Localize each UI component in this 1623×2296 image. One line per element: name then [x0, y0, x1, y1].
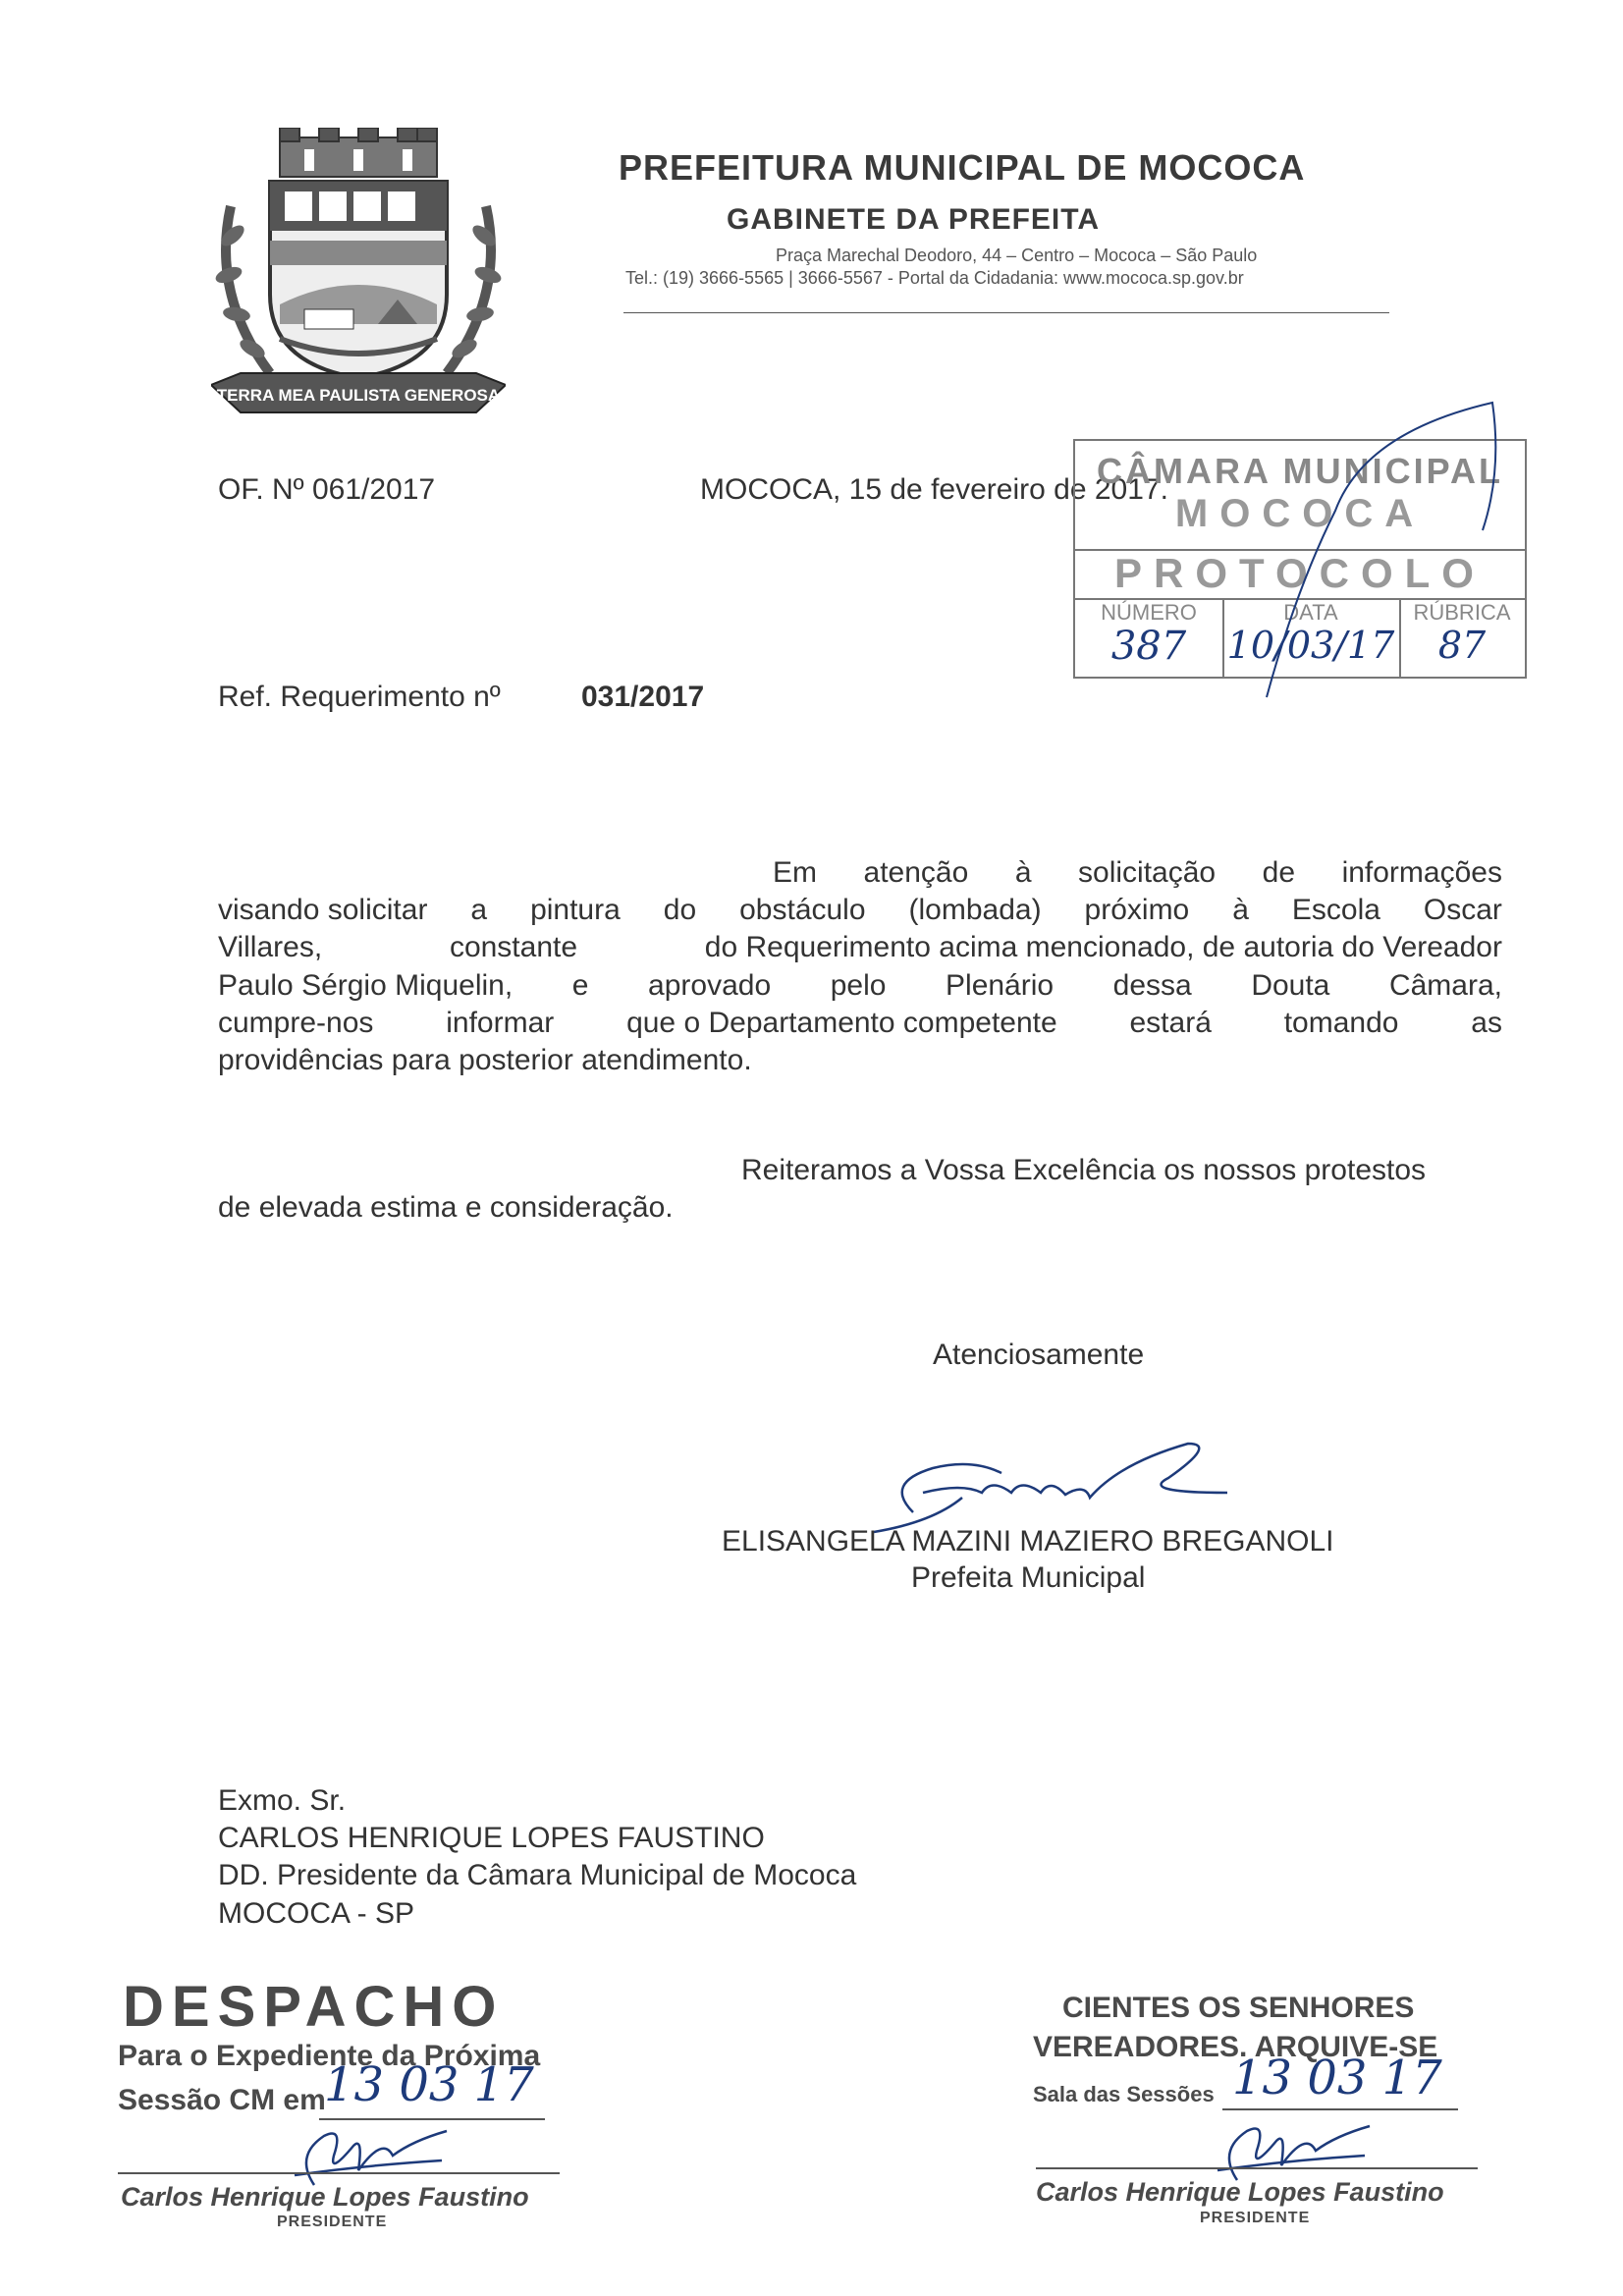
stamp-numero: 387: [1110, 624, 1187, 669]
cientes-signer-role: PRESIDENTE: [1200, 2210, 1311, 2226]
header-phone: Tel.: (19) 3666-5565 | 3666-5567 - Portal da Cidadania: www.mococa.sp.gov.br: [625, 268, 1244, 288]
cientes-sign-line: [1036, 2167, 1478, 2169]
paragraph-word: próximo: [1084, 894, 1190, 926]
paragraph-word: as: [1471, 1007, 1502, 1039]
paragraph-word: tomando: [1283, 1007, 1399, 1039]
paragraph-line: providências para posterior atendimento.: [218, 1044, 752, 1076]
cientes-signer-name: Carlos Henrique Lopes Faustino: [1036, 2177, 1444, 2207]
header-address: Praça Marechal Deodoro, 44 – Centro – Mococa – São Paulo: [776, 246, 1258, 265]
despacho-line1: Para o Expediente da Próxima: [118, 2040, 541, 2072]
paragraph-word: do: [663, 894, 697, 926]
paragraph-word: informações: [1341, 856, 1502, 889]
paragraph-word: aprovado: [648, 969, 772, 1002]
cientes-line2: VEREADORES. ARQUIVE-SE: [1033, 2031, 1438, 2063]
paragraph-word: constante: [449, 931, 578, 963]
paragraph-word: Câmara,: [1388, 969, 1502, 1002]
paragraph-word: Oscar: [1423, 894, 1502, 926]
paragraph-word: Douta: [1251, 969, 1330, 1002]
paragraph-word: pintura: [530, 894, 621, 926]
paragraph-word: cumpre-nos: [218, 1007, 374, 1039]
paragraph-word: à: [1014, 856, 1032, 889]
paragraph-word: solicitação: [1078, 856, 1217, 889]
ref-label: Ref. Requerimento nº: [218, 681, 501, 713]
page-title: PREFEITURA MUNICIPAL DE MOCOCA: [619, 147, 1306, 188]
despacho-signer-name: Carlos Henrique Lopes Faustino: [121, 2182, 529, 2212]
paragraph-line: Reiteramos a Vossa Excelência os nossos protestos: [741, 1154, 1427, 1186]
paragraph-word: estará: [1129, 1007, 1212, 1039]
paragraph-word: Plenário: [946, 969, 1055, 1002]
paragraph-word: dessa: [1112, 969, 1192, 1002]
paragraph-word: Escola: [1291, 894, 1380, 926]
paragraph-word: informar: [446, 1007, 555, 1039]
letter-place-date: MOCOCA, 15 de fevereiro de 2017.: [700, 473, 1168, 506]
paragraph-word: Em: [773, 856, 817, 889]
signer-name: ELISANGELA MAZINI MAZIERO BREGANOLI: [722, 1525, 1334, 1558]
despacho-signer-role: PRESIDENTE: [277, 2214, 388, 2230]
signer-role: Prefeita Municipal: [911, 1561, 1146, 1594]
letter-number: OF. Nº 061/2017: [218, 473, 436, 506]
paragraph-word: a: [470, 894, 488, 926]
stamp-line1: CÂMARA MUNICIPAL: [1097, 451, 1503, 491]
cientes-date: 13 03 17: [1232, 2050, 1442, 2105]
header-divider: [623, 312, 1389, 313]
page-subtitle: GABINETE DA PREFEITA: [727, 203, 1101, 236]
closing: Atenciosamente: [933, 1339, 1145, 1371]
paragraph-line: de elevada estima e consideração.: [218, 1191, 674, 1224]
recipient-name: CARLOS HENRIQUE LOPES FAUSTINO: [218, 1822, 765, 1854]
stamp-rubrica: 87: [1437, 624, 1487, 667]
recipient-title: DD. Presidente da Câmara Municipal de Mococa: [218, 1859, 857, 1891]
stamp-signature-scribble: [1257, 393, 1532, 707]
paragraph-word: visando solicitar: [218, 894, 428, 926]
recipient-city: MOCOCA - SP: [218, 1897, 415, 1930]
paragraph-word: obstáculo: [739, 894, 866, 926]
paragraph-word: e: [571, 969, 589, 1002]
despacho-date: 13 03 17: [324, 2057, 534, 2112]
despacho-title: DESPACHO: [123, 1975, 505, 2039]
paragraph-word: de: [1262, 856, 1296, 889]
paragraph-word: que o Departamento competente: [626, 1007, 1057, 1039]
paragraph-line: [218, 1007, 1502, 1040]
paragraph-line: [218, 894, 1502, 927]
stamp-line2: MOCOCA: [1174, 492, 1426, 535]
stamp-col-data: DATA: [1283, 600, 1338, 625]
cientes-date-line: [1222, 2108, 1458, 2110]
paragraph-line: [773, 856, 1502, 890]
paragraph-line: [218, 931, 1502, 964]
stamp-col-rubrica: RÚBRICA: [1413, 600, 1511, 625]
cientes-line3: Sala das Sessões: [1033, 2082, 1215, 2106]
stamp-data: 10/03/17: [1226, 624, 1395, 667]
paragraph-word: do Requerimento acima mencionado, de autoria do Vereador: [704, 931, 1502, 963]
despacho-line2: Sessão CM em: [118, 2084, 326, 2116]
municipal-crest-logo: [211, 128, 506, 422]
stamp-line3: PROTOCOLO: [1075, 549, 1525, 600]
cientes-line1: CIENTES OS SENHORES: [1062, 1992, 1415, 2024]
paragraph-word: à: [1232, 894, 1249, 926]
despacho-sign-line: [118, 2172, 560, 2174]
paragraph-word: Paulo Sérgio Miquelin,: [218, 969, 514, 1002]
paragraph-word: Villares,: [218, 931, 323, 963]
stamp-col-numero: NÚMERO: [1101, 600, 1197, 625]
crest-motto: TERRA MEA PAULISTA GENEROSA: [216, 386, 501, 405]
paragraph-word: (lombada): [908, 894, 1042, 926]
ref-number: 031/2017: [581, 681, 705, 713]
paragraph-line: [218, 969, 1502, 1003]
paragraph-word: pelo: [830, 969, 887, 1002]
paragraph-word: atenção: [863, 856, 969, 889]
recipient-salutation: Exmo. Sr.: [218, 1784, 347, 1817]
